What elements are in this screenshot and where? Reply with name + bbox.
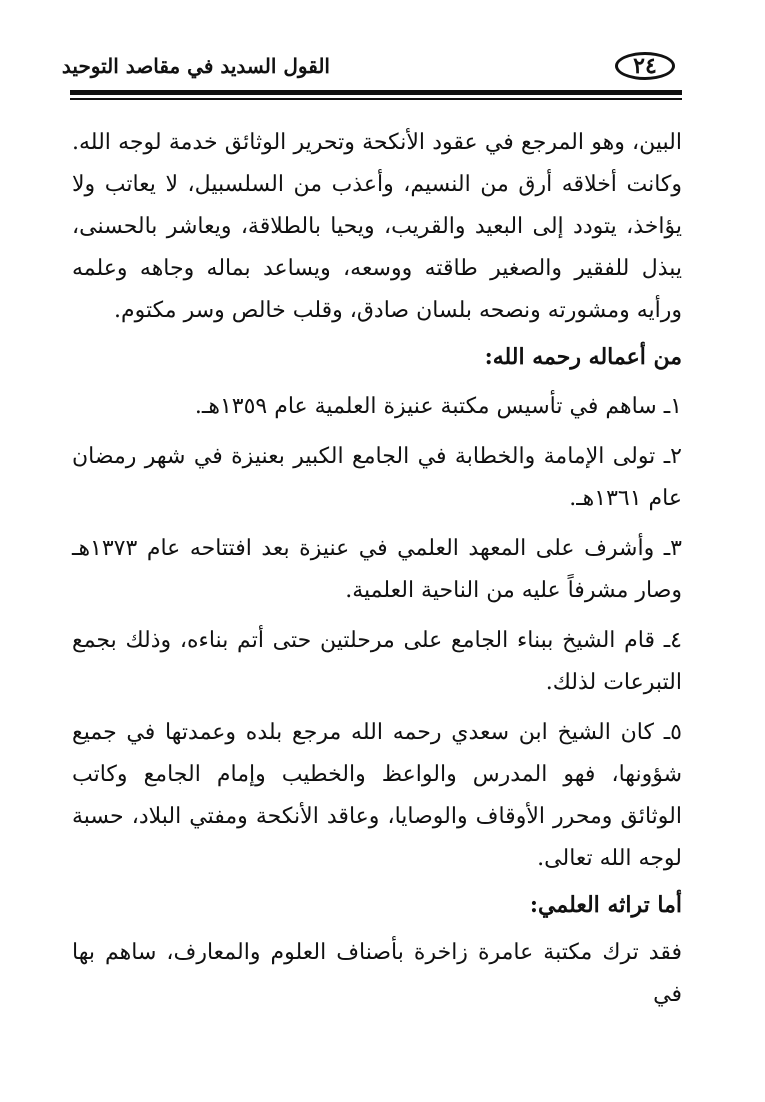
works-item-3: ٣ـ وأشرف على المعهد العلمي في عنيزة بعد افتتاحه عام ١٣٧٣هـ وصار مشرفاً عليه من الناحية العلمية. bbox=[72, 536, 682, 603]
page-body bbox=[72, 122, 682, 1016]
works-item-5: ٥ـ كان الشيخ ابن سعدي رحمه الله مرجع بلده وعمدتها في جميع شؤونها، فهو المدرس والواعظ والخطيب وإمام الجامع وكاتب الوثائق ومحرر الأوقاف والوصايا، وعاقد الأنكحة ومفتي البلاد، حسبة لوجه الله تعالى. bbox=[72, 720, 682, 871]
running-title: القول السديد في مقاصد التوحيد bbox=[61, 54, 330, 78]
legacy-paragraph: فقد ترك مكتبة عامرة زاخرة بأصناف العلوم والمعارف، ساهم بها في bbox=[72, 940, 682, 1007]
header-rule-thin bbox=[70, 98, 682, 100]
works-item-1: ١ـ ساهم في تأسيس مكتبة عنيزة العلمية عام ١٣٥٩هـ. bbox=[194, 394, 682, 419]
intro-paragraph: البين، وهو المرجع في عقود الأنكحة وتحرير الوثائق خدمة لوجه الله. وكانت أخلاقه أرق من النسيم، وأعذب من السلسبيل، لا يعاتب ولا يؤاخذ، يتودد إلى البعيد والقريب، ويحيا بالطلاقة، ويعاشر بالحسنى، يبذل للفقير والصغير طاقته ووسعه، ويساعد بماله وجاهه وعلمه ورأيه ومشورته ونصحه بلسان صادق، وقلب خالص وسر مكتوم. bbox=[72, 130, 682, 323]
legacy-heading: أما تراثه العلمي: bbox=[529, 892, 682, 918]
page-header bbox=[61, 50, 682, 90]
header-rule-thick bbox=[70, 90, 682, 95]
page-number-badge: ٢٤ bbox=[615, 52, 675, 80]
works-heading: من أعماله رحمه الله: bbox=[484, 344, 682, 370]
works-item-4: ٤ـ قام الشيخ ببناء الجامع على مرحلتين حتى أتم بناءه، وذلك بجمع التبرعات لذلك. bbox=[72, 628, 682, 695]
works-item-2: ٢ـ تولى الإمامة والخطابة في الجامع الكبير بعنيزة في شهر رمضان عام ١٣٦١هـ. bbox=[72, 444, 682, 511]
